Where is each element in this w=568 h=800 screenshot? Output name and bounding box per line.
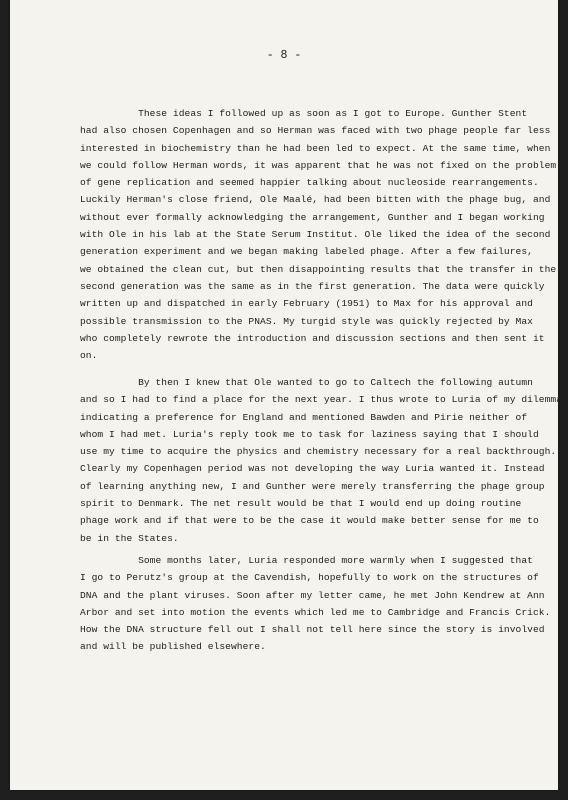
paragraph-3	[80, 552, 551, 656]
text-line: DNA and the plant viruses. Soon after my letter came, he met John Kendrew at Ann	[80, 589, 545, 601]
text-line: we could follow Herman words, it was apparent that he was not fixed on the problem	[80, 159, 557, 171]
text-line: Arbor and set into motion the events which led me to Cambridge and Francis Crick.	[80, 606, 551, 618]
text-line: and so I had to find a place for the next year. I thus wrote to Luria of my dilemma	[80, 394, 562, 406]
paragraph-1	[80, 105, 557, 364]
text-line: phage work and if that were to be the case it would make better sense for me to	[80, 515, 539, 527]
text-line: Clearly my Copenhagen period was not developing the way Luria wanted it. Instead	[80, 463, 545, 475]
text-line: of gene replication and seemed happier talking about nucleoside rearrangements.	[80, 177, 539, 189]
text-line: possible transmission to the PNAS. My turgid style was quickly rejected by Max	[80, 315, 533, 327]
text-line: who completely rewrote the introduction and discussion sections and then sent it	[80, 332, 545, 344]
text-line: interested in biochemistry than he had been led to expect. At the same time, when	[80, 142, 551, 154]
text-line: of learning anything new, I and Gunther were merely transferring the phage group	[80, 480, 545, 492]
text-line: with Ole in his lab at the State Serum Institut. Ole liked the idea of the second	[80, 229, 551, 241]
text-line: indicating a preference for England and mentioned Bawden and Pirie neither of	[80, 411, 528, 423]
text-line: generation experiment and we began making labeled phage. After a few failures,	[80, 246, 533, 258]
text-line: By then I knew that Ole wanted to go to Caltech the following autumn	[80, 377, 533, 388]
typed-page	[10, 0, 562, 790]
text-line: we obtained the clean cut, but then disappointing results that the transfer in the	[80, 263, 557, 275]
text-line: Some months later, Luria responded more warmly when I suggested that	[80, 555, 533, 566]
text-line: be in the States.	[80, 532, 179, 544]
text-line: without ever formally acknowledging the arrangement, Gunther and I began working	[80, 211, 545, 223]
text-line: These ideas I followed up as soon as I got to Europe. Gunther Stent	[80, 108, 528, 119]
text-line: I go to Perutz's group at the Cavendish, hopefully to work on the structures of	[80, 572, 539, 584]
text-line: whom I had met. Luria's reply took me to task for laziness saying that I should	[80, 428, 539, 440]
text-line: spirit to Denmark. The net result would be that I would end up doing routine	[80, 498, 522, 510]
text-line: second generation was the same as in the first generation. The data were quickly	[80, 280, 545, 292]
text-line: Luckily Herman's close friend, Ole Maalé, had been bitten with the phage bug, and	[80, 194, 551, 206]
text-line: on.	[80, 350, 98, 362]
paragraph-2	[80, 374, 562, 547]
text-line: and will be published elsewhere.	[80, 641, 266, 653]
text-line: use my time to acquire the physics and chemistry necessary for a real backthrough.	[80, 446, 557, 458]
text-line: written up and dispatched in early February (1951) to Max for his approval and	[80, 298, 533, 310]
text-line: had also chosen Copenhagen and so Herman was faced with two phage people far less	[80, 125, 551, 137]
page-number: - 8 -	[266, 49, 302, 62]
text-line: How the DNA structure fell out I shall not tell here since the story is involved	[80, 624, 545, 636]
